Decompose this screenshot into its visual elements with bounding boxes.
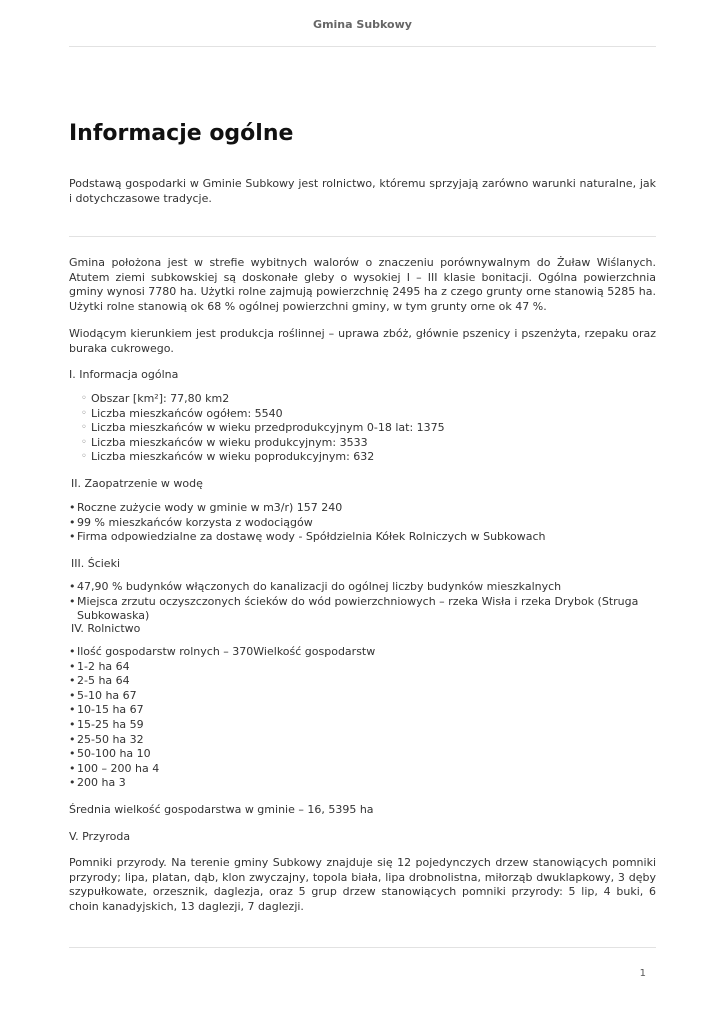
general-info-list	[69, 392, 656, 465]
nature-paragraph: Pomniki przyrody. Na terenie gminy Subkowy znajduje się 12 pojedynczych drzew stanowiących pomniki przyrody; lipa, platan, dąb, klon zwyczajny, topola biała, lipa drobnolistna, miłorząb dwuklapkowy, 3 dęby szypułkowate, orzesznik, daglezja, oraz 5 grup drzew stanowiących pomniki przyrody: 5 lip, 4 buki, 6 choin kanadyjskich, 13 daglezji, 7 daglezji.	[69, 856, 656, 913]
section-heading-water: II. Zaopatrzenie w wodę	[71, 477, 203, 490]
list-item: • 25-50 ha 32	[69, 733, 656, 748]
location-paragraph: Gmina położona jest w strefie wybitnych walorów o znaczeniu porównywalnym do Żuław Wiślanych. Atutem ziemi subkowskiej są doskonałe gleby o wysokiej I – III klasie bonitacji. Ogólna powierzchnia gminy wynosi 7780 ha. Użytki rolne zajmują powierzchnię 2495 ha z czego grunty orne stanowią 5285 ha. Użytki rolne stanowią ok 68 % ogólnej powierzchni gminy, w tym grunty orne ok 47 %.	[69, 256, 656, 313]
list-item: • Firma odpowiedzialne za dostawę wody - Spółdzielnia Kółek Rolniczych w Subkowach	[69, 530, 656, 545]
intro-paragraph: Podstawą gospodarki w Gminie Subkowy jest rolnictwo, któremu sprzyjają zarówno warunki naturalne, jak i dotychczasowe tradycje.	[69, 177, 656, 205]
list-item: • Miejsca zrzutu oczyszczonych ścieków do wód powierzchniowych – rzeka Wisła i rzeka Drybok (Struga Subkowaska)	[69, 595, 656, 624]
list-item: ◦ Liczba mieszkańców w wieku poprodukcyjnym: 632	[69, 450, 656, 465]
footer-divider	[69, 947, 656, 948]
water-list	[69, 501, 656, 545]
sewage-list	[69, 580, 656, 624]
list-item: • 50-100 ha 10	[69, 747, 656, 762]
section-divider	[69, 236, 656, 237]
header-title: Gmina Subkowy	[313, 18, 412, 31]
list-item: • 100 – 200 ha 4	[69, 762, 656, 777]
section-heading-general: I. Informacja ogólna	[69, 368, 179, 381]
list-item: • 1-2 ha 64	[69, 660, 656, 675]
average-farm-size: Średnia wielkość gospodarstwa w gminie – 16, 5395 ha	[69, 803, 374, 816]
list-item: • 2-5 ha 64	[69, 674, 656, 689]
list-item: • Ilość gospodarstw rolnych – 370Wielkość gospodarstw	[69, 645, 656, 660]
document-page	[69, 0, 656, 1024]
list-item: • 10-15 ha 67	[69, 703, 656, 718]
list-item: • 99 % mieszkańców korzysta z wodociągów	[69, 516, 656, 531]
list-item: ◦ Liczba mieszkańców w wieku przedprodukcyjnym 0-18 lat: 1375	[69, 421, 656, 436]
section-heading-nature: V. Przyroda	[69, 830, 131, 843]
section-heading-sewage: III. Ścieki	[71, 557, 121, 570]
section-heading-agriculture: IV. Rolnictwo	[71, 622, 141, 635]
page-title: Informacje ogólne	[69, 121, 294, 146]
list-item: • Roczne zużycie wody w gminie w m3/r) 157 240	[69, 501, 656, 516]
list-item: • 47,90 % budynków włączonych do kanalizacji do ogólnej liczby budynków mieszkalnych	[69, 580, 656, 595]
list-item: • 15-25 ha 59	[69, 718, 656, 733]
header-divider	[69, 46, 656, 47]
list-item: • 5-10 ha 67	[69, 689, 656, 704]
list-item: ◦ Liczba mieszkańców ogółem: 5540	[69, 407, 656, 422]
page-number: 1	[639, 968, 646, 979]
agriculture-list	[69, 645, 656, 791]
list-item: ◦ Obszar [km²]: 77,80 km2	[69, 392, 656, 407]
list-item: ◦ Liczba mieszkańców w wieku produkcyjnym: 3533	[69, 436, 656, 451]
list-item: • 200 ha 3	[69, 776, 656, 791]
production-paragraph: Wiodącym kierunkiem jest produkcja roślinnej – uprawa zbóż, głównie pszenicy i pszenżyta, rzepaku oraz buraka cukrowego.	[69, 327, 656, 355]
